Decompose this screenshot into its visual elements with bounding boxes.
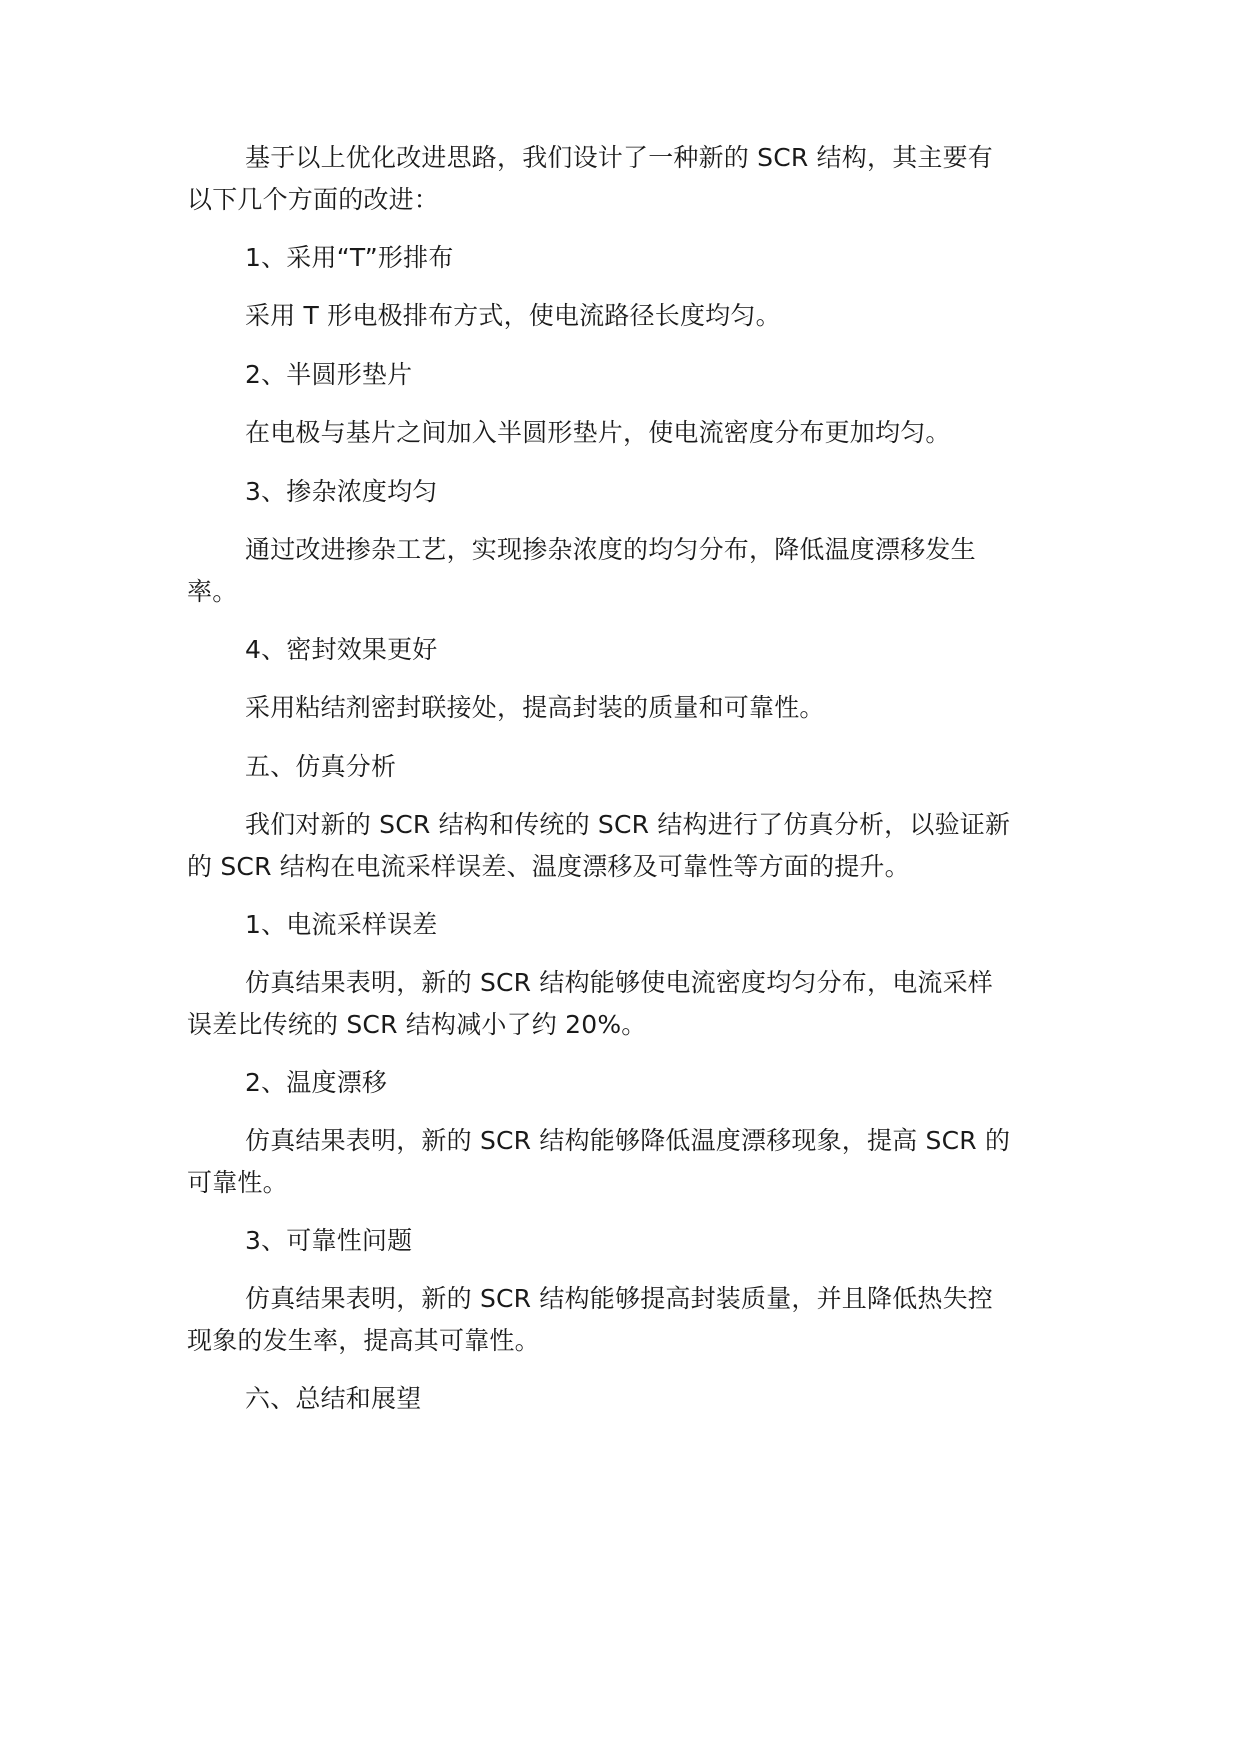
paragraph-t-layout: 采用 T 形电极排布方式，使电流路径长度均匀。 xyxy=(245,301,781,330)
paragraph-reliability-line-1: 仿真结果表明，新的 SCR 结构能够提高封装质量，并且降低热失控 xyxy=(245,1284,993,1313)
paragraph-intro-line-2: 以下几个方面的改进： xyxy=(187,185,440,214)
heading-semicircle-pad: 2、半圆形垫片 xyxy=(245,360,413,389)
heading-sampling-error: 1、电流采样误差 xyxy=(245,910,438,939)
paragraph-doping-line-2: 率。 xyxy=(187,577,238,606)
paragraph-simulation-line-1: 我们对新的 SCR 结构和传统的 SCR 结构进行了仿真分析，以验证新 xyxy=(245,810,1011,839)
paragraph-sampling-error-line-1: 仿真结果表明，新的 SCR 结构能够使电流密度均匀分布，电流采样 xyxy=(245,968,993,997)
paragraph-reliability-line-2: 现象的发生率，提高其可靠性。 xyxy=(187,1326,540,1355)
heading-temperature-drift: 2、温度漂移 xyxy=(245,1068,388,1097)
section-heading-simulation: 五、仿真分析 xyxy=(245,752,397,781)
paragraph-doping-line-1: 通过改进掺杂工艺，实现掺杂浓度的均匀分布，降低温度漂移发生 xyxy=(245,535,976,564)
paragraph-simulation-line-2: 的 SCR 结构在电流采样误差、温度漂移及可靠性等方面的提升。 xyxy=(187,852,910,881)
paragraph-intro-line-1: 基于以上优化改进思路，我们设计了一种新的 SCR 结构，其主要有 xyxy=(245,143,993,172)
paragraph-sealing: 采用粘结剂密封联接处，提高封装的质量和可靠性。 xyxy=(245,693,825,722)
paragraph-sampling-error-line-2: 误差比传统的 SCR 结构减小了约 20%。 xyxy=(187,1010,647,1039)
heading-sealing: 4、密封效果更好 xyxy=(245,635,438,664)
heading-t-layout: 1、采用“T”形排布 xyxy=(245,243,454,272)
paragraph-temperature-drift-line-1: 仿真结果表明，新的 SCR 结构能够降低温度漂移现象，提高 SCR 的 xyxy=(245,1126,1011,1155)
paragraph-semicircle-pad: 在电极与基片之间加入半圆形垫片，使电流密度分布更加均匀。 xyxy=(245,418,951,447)
paragraph-temperature-drift-line-2: 可靠性。 xyxy=(187,1168,288,1197)
section-heading-summary: 六、总结和展望 xyxy=(245,1384,422,1413)
heading-reliability: 3、可靠性问题 xyxy=(245,1226,413,1255)
heading-doping: 3、掺杂浓度均匀 xyxy=(245,477,438,506)
